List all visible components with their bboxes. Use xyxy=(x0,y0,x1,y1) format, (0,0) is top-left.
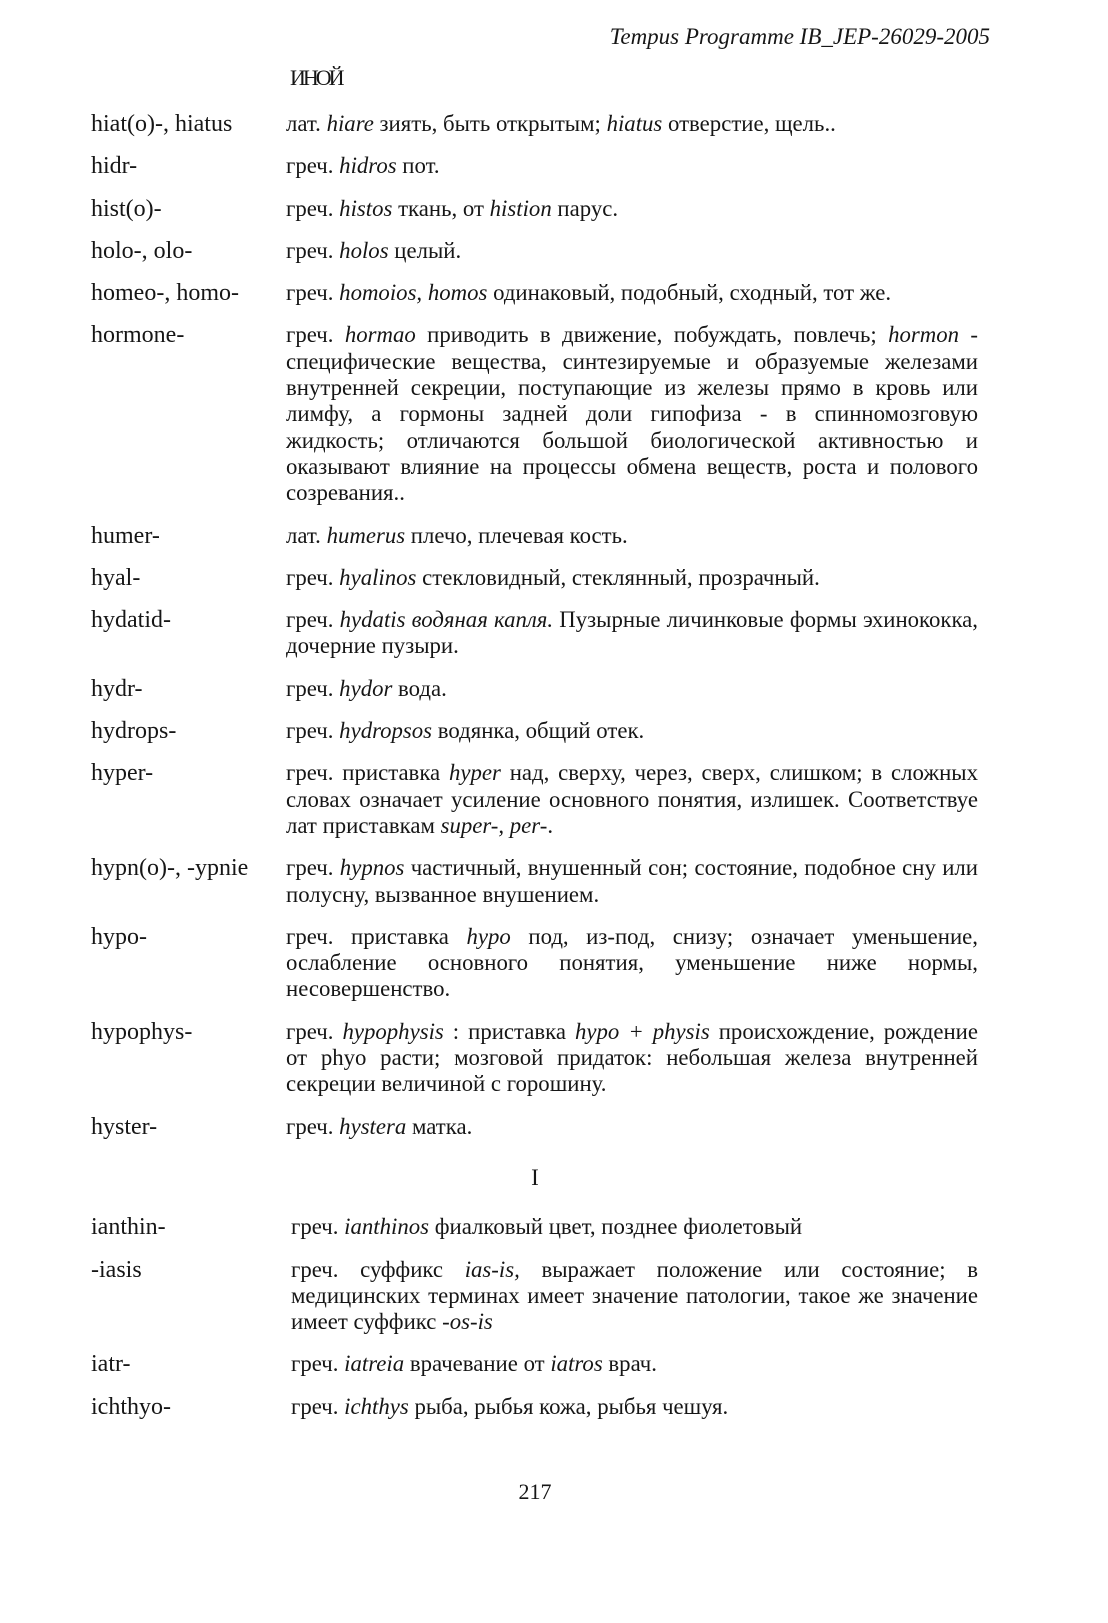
definition-italic-term: hypnos xyxy=(339,855,405,881)
definition-text: лат. xyxy=(286,111,327,136)
definition-text: Пузырные личинковые формы эхинококка, дочерние пузыри. xyxy=(286,607,978,659)
dictionary-entry xyxy=(91,1019,979,1098)
dictionary-entry xyxy=(91,924,979,1003)
entry-term: holo-, olo- xyxy=(91,237,193,264)
definition-text: зиять, быть открытым; xyxy=(373,111,607,136)
definition-italic-term: holos xyxy=(339,237,389,263)
definition-italic-term: hydatis водяная капля. xyxy=(339,607,554,633)
entry-definition xyxy=(286,855,978,908)
definition-text: греч. суффикс xyxy=(291,1256,465,1282)
definition-italic-term: hypo + physis xyxy=(575,1018,710,1044)
entry-term: hidr- xyxy=(91,153,138,180)
entry-term: ianthin- xyxy=(91,1214,166,1241)
definition-text: греч. xyxy=(286,855,340,881)
definition-text: греч. xyxy=(286,564,340,590)
definition-italic-term: -os-is xyxy=(442,1309,493,1335)
definition-text: греч. xyxy=(286,322,345,348)
dictionary-entry xyxy=(91,1214,979,1240)
dictionary-entry xyxy=(91,607,979,660)
definition-text: врач. xyxy=(602,1351,657,1377)
definition-text: происхождение, рождение от phyo расти; мозговой придаток: небольшая железа внутренней секреции величиной с горошину. xyxy=(286,1018,978,1097)
definition-text: греч. xyxy=(286,718,340,744)
definition-text: целый. xyxy=(388,237,462,263)
dictionary-entry xyxy=(91,676,979,702)
definition-italic-term: hypophysis xyxy=(342,1018,444,1044)
definition-text: греч. приставка xyxy=(286,760,449,786)
definition-text: одинаковый, подобный, сходный, тот же. xyxy=(487,280,892,306)
definition-text: под, из-под, снизу; означает уменьшение, ослабление основного понятия, уменьшение ниже нормы, несовершенство. xyxy=(286,923,978,1002)
entry-term: iatr- xyxy=(91,1351,131,1378)
definition-text: греч. xyxy=(286,153,340,179)
definition-italic-term: histos xyxy=(339,195,393,221)
dictionary-entry xyxy=(91,153,979,179)
definition-text: греч. xyxy=(291,1214,345,1240)
dictionary-entry xyxy=(91,322,979,506)
definition-italic-term: hidros xyxy=(339,153,397,179)
entry-term: hydatid- xyxy=(91,607,171,634)
entry-term: hormone- xyxy=(91,322,185,349)
definition-text: греч. приставка xyxy=(286,923,467,949)
dictionary-entry xyxy=(91,855,979,908)
definition-italic-term: ichthys xyxy=(344,1393,409,1419)
definition-text: греч. xyxy=(286,607,340,633)
entry-term: humer- xyxy=(91,522,160,549)
definition-italic-term: ias-is, xyxy=(464,1256,520,1282)
dictionary-entry xyxy=(91,196,979,222)
definition-text: греч. xyxy=(286,237,340,263)
dictionary-entry xyxy=(91,1351,979,1377)
entry-term: hypophys- xyxy=(91,1018,193,1045)
definition-text: греч. xyxy=(286,1113,340,1139)
definition-text: греч. xyxy=(286,675,340,701)
dictionary-entry xyxy=(91,718,979,744)
definition-text: фиалковый цвет, позднее фиолетовый xyxy=(429,1214,803,1240)
definition-italic-term: iatros xyxy=(550,1351,603,1377)
entry-term: ichthyo- xyxy=(91,1393,171,1420)
dictionary-entry xyxy=(91,238,979,264)
entry-term: hiat(o)-, hiatus xyxy=(91,111,233,137)
definition-text: вода. xyxy=(392,675,447,701)
dictionary-entry xyxy=(91,523,979,549)
definition-text: лат. xyxy=(286,522,327,548)
entry-term: hypn(o)-, -ypnie xyxy=(91,855,249,882)
definition-text: греч. xyxy=(291,1351,345,1377)
entry-definition xyxy=(286,1114,978,1140)
definition-italic-term: hiare xyxy=(326,111,374,136)
dictionary-entry xyxy=(91,1114,979,1140)
entry-definition xyxy=(286,523,978,549)
dictionary-entry xyxy=(91,760,979,839)
entry-term: hypo- xyxy=(91,923,147,950)
entry-definition xyxy=(286,718,978,744)
definition-text: матка. xyxy=(406,1113,473,1139)
definition-text: приводить в движение, побуждать, повлечь; xyxy=(415,322,889,348)
definition-italic-term: hiatus xyxy=(606,111,663,136)
definition-italic-term: hydor xyxy=(339,675,393,701)
definition-text: ткань, от xyxy=(392,195,490,221)
definition-text: : приставка xyxy=(443,1018,576,1044)
definition-text: греч. xyxy=(291,1393,345,1419)
section-i xyxy=(91,1165,979,1420)
entry-definition xyxy=(291,1351,978,1377)
entry-term: hyal- xyxy=(91,564,141,591)
definition-text: над, сверху, через, сверх, слишком; в сложных словах означает усиление основного понятия, излишек. Соответствуе лат приставкам xyxy=(286,760,978,838)
dictionary-entry xyxy=(91,280,979,306)
entry-definition xyxy=(286,676,978,702)
entry-definition xyxy=(286,924,978,1003)
section-letter-heading: I xyxy=(531,1164,539,1190)
entry-term: homeo-, homo- xyxy=(91,280,239,307)
entry-term: hyper- xyxy=(91,760,154,787)
definition-italic-term: hydropsos xyxy=(339,718,433,744)
definition-text: плечо, плечевая кость. xyxy=(405,522,628,548)
definition-italic-term: iatreia xyxy=(344,1351,405,1377)
definition-italic-term: histion xyxy=(489,195,552,221)
definition-text: частичный, внушенный сон; состояние, подобное сну или полусну, вызванное внушением. xyxy=(286,855,978,907)
definition-text: - специфические вещества, синтезируемые и образуемые железами внутренней секреции, поступающие из железы прямо в кровь или лимфу, а гормоны задней доли гипофиза - в спинномозговую жидкость; отличаются большой биологической активностью и оказывают влияние на процессы обмена веществ, роста и полового созревания.. xyxy=(286,322,978,506)
definition-italic-term: hyalinos xyxy=(339,564,417,590)
dictionary-entry xyxy=(91,111,979,137)
definition-text: стекловидный, стеклянный, прозрачный. xyxy=(416,564,820,590)
entry-definition xyxy=(286,196,978,222)
dictionary-entry xyxy=(91,1394,979,1420)
entry-definition xyxy=(286,565,978,591)
entry-term: hyster- xyxy=(91,1113,158,1140)
definition-text: греч. xyxy=(286,280,340,306)
definition-text: водянка, общий отек. xyxy=(432,718,645,744)
dictionary-entry xyxy=(91,565,979,591)
entry-definition xyxy=(286,111,978,137)
definition-text: отверстие, щель.. xyxy=(662,111,836,136)
entry-definition xyxy=(286,760,978,839)
running-title: Tempus Programme IB_JEP-26029-2005 xyxy=(609,24,990,49)
definition-text: врачевание от xyxy=(404,1351,551,1377)
entry-term: hist(o)- xyxy=(91,195,162,222)
definition-text: . xyxy=(547,812,554,838)
definition-italic-term: super-, per- xyxy=(440,812,548,838)
definition-text: греч. xyxy=(286,195,340,221)
definition-text: пот. xyxy=(396,153,440,179)
page-number: 217 xyxy=(518,1479,552,1504)
entry-definition xyxy=(286,607,978,660)
entry-definition xyxy=(286,238,978,264)
definition-italic-term: hypo xyxy=(466,923,511,949)
entry-definition xyxy=(286,280,978,306)
definition-italic-term: hyper xyxy=(449,760,501,786)
entry-term: -iasis xyxy=(91,1256,142,1283)
dictionary-content xyxy=(91,111,979,1436)
definition-italic-term: homoios, homos xyxy=(339,280,488,306)
entry-definition xyxy=(291,1257,978,1336)
entry-definition xyxy=(286,1019,978,1098)
entry-definition xyxy=(291,1394,978,1420)
heading-fragment: ИНОЙ xyxy=(290,65,342,90)
definition-italic-term: hormon xyxy=(888,322,960,348)
entry-term: hydrops- xyxy=(91,718,177,745)
definition-italic-term: hormao xyxy=(344,322,416,348)
entry-definition xyxy=(286,322,978,506)
entry-term: hydr- xyxy=(91,675,143,702)
entry-definition xyxy=(286,153,978,179)
definition-text: рыба, рыбья кожа, рыбья чешуя. xyxy=(408,1393,729,1419)
definition-italic-term: ianthinos xyxy=(344,1214,430,1240)
dictionary-entry xyxy=(91,1257,979,1336)
definition-text: выражает положение или состояние; в медицинских терминах имеет значение патологии, такое же значение имеет суффикс xyxy=(291,1256,978,1335)
entry-definition xyxy=(291,1214,978,1240)
definition-text: греч. xyxy=(286,1018,343,1044)
definition-italic-term: humerus xyxy=(326,522,406,548)
definition-italic-term: hystera xyxy=(339,1113,407,1139)
definition-text: парус. xyxy=(551,195,619,221)
